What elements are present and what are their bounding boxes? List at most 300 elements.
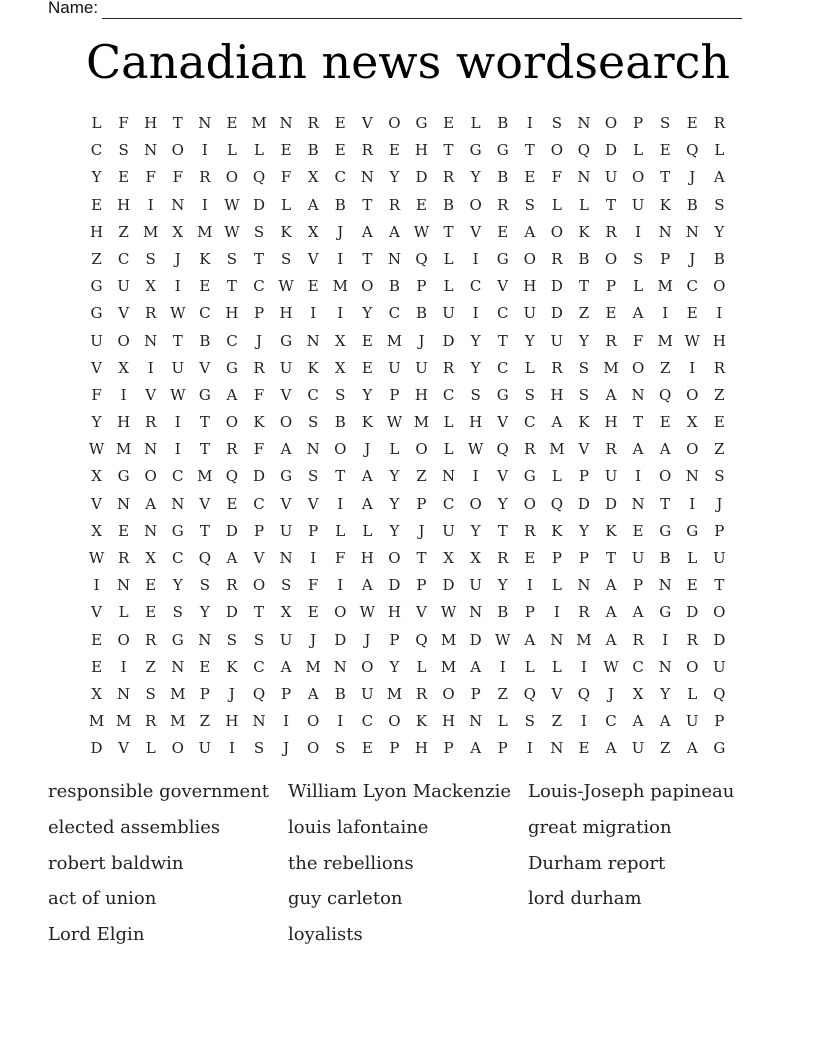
grid-letter: V	[307, 494, 319, 513]
grid-letter: C	[90, 141, 103, 160]
grid-letter: T	[633, 413, 644, 432]
grid-letter: S	[118, 141, 129, 160]
grid-letter: E	[361, 331, 373, 350]
page-title: Canadian news wordsearch	[85, 35, 731, 89]
grid-letter: L	[551, 657, 562, 676]
grid-letter: G	[225, 358, 238, 377]
grid-letter: S	[308, 467, 319, 486]
grid-letter: W	[170, 304, 186, 323]
grid-letter: T	[362, 249, 373, 268]
grid-letter: N	[198, 630, 212, 649]
grid-letter: P	[389, 630, 400, 649]
grid-letter: O	[604, 114, 618, 132]
grid-letter: K	[415, 712, 428, 731]
grid-letter: T	[524, 141, 535, 160]
grid-letter: D	[415, 168, 428, 187]
grid-letter: W	[413, 222, 430, 241]
grid-letter: C	[442, 494, 455, 513]
grid-letter: L	[687, 684, 698, 703]
grid-letter: G	[469, 141, 482, 160]
grid-letter: B	[415, 304, 427, 323]
grid-letter: P	[416, 494, 427, 513]
grid-letter: O	[171, 141, 184, 160]
grid-letter: I	[553, 603, 560, 622]
grid-letter: L	[524, 657, 535, 676]
grid-letter: I	[716, 304, 723, 323]
grid-letter: D	[442, 576, 455, 595]
grid-row	[83, 627, 733, 654]
grid-letter: H	[360, 549, 374, 567]
grid-row	[83, 192, 733, 219]
grid-letter: T	[714, 576, 725, 595]
grid-letter: U	[279, 521, 293, 540]
grid-letter: Y	[389, 521, 400, 540]
grid-letter: R	[497, 549, 509, 567]
grid-row	[83, 137, 733, 164]
grid-letter: M	[549, 440, 565, 459]
grid-row	[83, 273, 733, 300]
grid-letter: S	[524, 712, 535, 731]
grid-letter: O	[361, 657, 374, 676]
grid-letter: O	[388, 114, 401, 132]
grid-letter: U	[442, 521, 455, 540]
grid-letter: C	[226, 331, 238, 350]
grid-letter: W	[224, 195, 240, 214]
grid-letter: O	[686, 385, 699, 404]
grid-letter: O	[117, 630, 130, 649]
grid-letter: M	[88, 712, 105, 731]
grid-letter: O	[361, 277, 374, 296]
grid-letter: H	[89, 222, 104, 241]
grid-letter: M	[332, 277, 348, 296]
grid-letter: N	[658, 576, 672, 595]
grid-letter: P	[308, 521, 319, 540]
grid-letter: I	[337, 249, 344, 268]
grid-letter: X	[686, 413, 698, 432]
grid-letter: A	[632, 440, 644, 459]
word-list-item: robert baldwin	[48, 852, 184, 874]
grid-letter: F	[551, 168, 563, 187]
grid-letter: M	[197, 222, 213, 241]
grid-letter: S	[551, 114, 562, 132]
grid-letter: R	[713, 114, 725, 132]
grid-letter: M	[413, 413, 430, 432]
grid-letter: N	[685, 467, 699, 486]
grid-letter: I	[662, 630, 669, 649]
grid-letter: Y	[389, 168, 400, 187]
grid-letter: N	[252, 712, 266, 731]
grid-letter: B	[578, 249, 590, 268]
grid-letter: T	[172, 331, 183, 350]
grid-letter: H	[550, 385, 564, 404]
grid-letter: B	[497, 168, 509, 187]
grid-letter: M	[115, 712, 132, 731]
grid-letter: E	[91, 657, 103, 676]
grid-letter: V	[551, 684, 563, 703]
grid-letter: V	[497, 277, 509, 296]
grid-letter: W	[386, 413, 403, 432]
grid-letter: A	[226, 385, 238, 404]
grid-letter: T	[606, 549, 617, 567]
grid-letter: N	[333, 657, 347, 676]
name-blank-line	[102, 2, 742, 19]
grid-letter: U	[713, 549, 726, 567]
grid-letter: O	[388, 712, 401, 731]
grid-letter: U	[685, 712, 699, 731]
grid-letter: R	[145, 712, 157, 731]
grid-letter: F	[118, 114, 129, 132]
grid-letter: G	[198, 385, 211, 404]
grid-letter: O	[713, 277, 726, 296]
grid-letter: I	[174, 440, 181, 459]
grid-letter: X	[280, 603, 292, 622]
grid-letter: V	[145, 385, 157, 404]
grid-letter: L	[145, 739, 156, 758]
grid-letter: V	[253, 549, 265, 567]
grid-letter: G	[496, 141, 509, 160]
grid-letter: O	[550, 222, 564, 241]
grid-letter: L	[389, 440, 400, 459]
grid-letter: U	[631, 549, 645, 567]
grid-letter: P	[416, 576, 427, 595]
grid-letter: O	[523, 249, 536, 268]
grid-letter: R	[442, 358, 455, 377]
grid-letter: C	[632, 657, 644, 676]
grid-row	[83, 164, 733, 191]
grid-letter: G	[171, 630, 184, 649]
grid-letter: G	[659, 521, 672, 540]
grid-letter: A	[605, 385, 617, 404]
grid-letter: Y	[497, 494, 508, 513]
grid-letter: E	[686, 114, 698, 132]
word-list-item: the rebellions	[288, 852, 414, 874]
grid-letter: I	[120, 385, 127, 404]
grid-letter: E	[118, 521, 130, 540]
grid-letter: I	[147, 195, 154, 214]
grid-letter: E	[632, 521, 644, 540]
grid-letter: S	[226, 630, 238, 649]
grid-letter: Q	[225, 467, 239, 486]
grid-letter: I	[662, 304, 669, 323]
grid-letter: M	[386, 684, 403, 703]
grid-letter: I	[499, 657, 506, 676]
grid-letter: H	[414, 385, 429, 404]
grid-letter: P	[714, 521, 725, 540]
grid-letter: N	[171, 657, 185, 676]
grid-letter: T	[254, 249, 265, 268]
grid-letter: Y	[714, 222, 725, 241]
grid-letter: X	[118, 358, 129, 377]
grid-letter: K	[307, 358, 319, 377]
grid-letter: R	[605, 331, 617, 350]
grid-letter: Z	[118, 222, 129, 241]
grid-row	[83, 246, 733, 273]
grid-row	[83, 110, 733, 137]
grid-letter: I	[337, 576, 344, 595]
grid-letter: I	[310, 549, 317, 567]
grid-letter: B	[334, 684, 346, 703]
grid-letter: M	[251, 114, 267, 132]
grid-letter: S	[335, 385, 346, 404]
grid-letter: R	[442, 168, 455, 187]
grid-letter: Y	[524, 331, 535, 350]
grid-letter: J	[228, 684, 235, 703]
grid-letter: I	[635, 467, 642, 486]
grid-letter: A	[280, 657, 292, 676]
grid-letter: A	[551, 413, 563, 432]
grid-letter: L	[687, 549, 698, 567]
grid-letter: N	[658, 657, 672, 676]
grid-letter: N	[387, 249, 401, 268]
grid-letter: D	[252, 467, 266, 486]
grid-letter: E	[361, 739, 373, 758]
grid-letter: R	[551, 249, 563, 268]
grid-letter: Z	[416, 467, 427, 486]
grid-letter: G	[496, 385, 509, 404]
grid-letter: O	[631, 358, 645, 377]
grid-letter: U	[604, 467, 618, 486]
grid-letter: H	[604, 413, 618, 432]
grid-letter: S	[253, 739, 265, 758]
grid-letter: J	[364, 630, 371, 649]
grid-letter: S	[199, 576, 210, 595]
letter-grid	[83, 110, 733, 763]
grid-letter: D	[225, 603, 238, 622]
grid-letter: A	[605, 630, 617, 649]
grid-letter: T	[254, 603, 265, 622]
grid-letter: N	[469, 603, 483, 622]
grid-letter: E	[524, 549, 536, 567]
grid-letter: I	[337, 494, 344, 513]
grid-letter: M	[657, 277, 673, 296]
grid-letter: S	[335, 739, 346, 758]
grid-letter: I	[337, 712, 344, 731]
grid-letter: K	[605, 521, 617, 540]
grid-letter: Z	[578, 304, 590, 323]
grid-letter: P	[281, 684, 292, 703]
grid-letter: I	[580, 657, 587, 676]
grid-letter: P	[389, 385, 400, 404]
grid-letter: B	[388, 277, 400, 296]
grid-letter: L	[551, 576, 562, 595]
grid-letter: D	[605, 141, 618, 160]
grid-letter: C	[199, 304, 211, 323]
grid-letter: S	[145, 249, 156, 268]
grid-letter: K	[578, 413, 590, 432]
grid-letter: B	[497, 114, 509, 132]
grid-letter: F	[280, 168, 292, 187]
grid-letter: I	[472, 467, 479, 486]
grid-letter: T	[443, 141, 454, 160]
grid-letter: N	[306, 440, 320, 459]
grid-letter: E	[91, 195, 103, 214]
grid-letter: W	[224, 222, 240, 241]
grid-letter: M	[440, 657, 457, 676]
grid-letter: E	[280, 141, 292, 160]
grid-letter: C	[253, 277, 265, 296]
grid-letter: Y	[362, 385, 373, 404]
grid-letter: S	[470, 385, 481, 404]
grid-letter: L	[714, 141, 725, 160]
grid-letter: T	[497, 521, 508, 540]
grid-letter: H	[712, 331, 726, 350]
grid-letter: A	[686, 739, 698, 758]
grid-letter: S	[172, 603, 183, 622]
grid-letter: S	[226, 249, 238, 268]
grid-letter: T	[226, 277, 237, 296]
grid-letter: I	[526, 739, 533, 758]
grid-letter: P	[524, 603, 535, 622]
grid-letter: T	[362, 195, 373, 214]
grid-letter: Y	[470, 168, 481, 187]
grid-letter: C	[334, 168, 346, 187]
grid-letter: Y	[91, 168, 102, 187]
grid-letter: A	[632, 304, 644, 323]
grid-letter: O	[442, 684, 455, 703]
grid-letter: O	[307, 712, 320, 731]
grid-letter: Z	[659, 358, 671, 377]
grid-letter: D	[334, 630, 347, 649]
grid-letter: Z	[199, 712, 211, 731]
grid-letter: L	[524, 358, 535, 377]
grid-letter: Y	[389, 494, 400, 513]
grid-letter: Q	[415, 630, 428, 649]
grid-row	[83, 681, 733, 708]
grid-letter: C	[172, 467, 184, 486]
grid-letter: Y	[389, 657, 400, 676]
grid-letter: H	[225, 304, 239, 323]
grid-letter: M	[440, 630, 457, 649]
grid-letter: B	[307, 141, 319, 160]
grid-letter: A	[605, 739, 617, 758]
grid-letter: S	[308, 413, 319, 432]
grid-letter: W	[88, 440, 105, 459]
grid-letter: K	[551, 521, 563, 540]
grid-letter: V	[307, 249, 319, 268]
grid-row	[83, 219, 733, 246]
grid-letter: T	[172, 114, 183, 132]
grid-letter: N	[279, 114, 293, 132]
grid-letter: F	[253, 385, 265, 404]
grid-letter: K	[659, 195, 671, 214]
grid-letter: Q	[577, 141, 591, 160]
grid-letter: Y	[389, 467, 400, 486]
grid-letter: A	[713, 168, 725, 187]
grid-letter: X	[632, 684, 644, 703]
grid-letter: R	[145, 413, 157, 432]
grid-letter: O	[252, 576, 266, 595]
grid-letter: R	[199, 168, 211, 187]
grid-letter: E	[226, 494, 238, 513]
grid-letter: O	[144, 467, 157, 486]
grid-letter: R	[605, 440, 617, 459]
grid-letter: U	[198, 739, 212, 758]
grid-letter: X	[91, 521, 102, 540]
grid-letter: L	[362, 521, 373, 540]
grid-letter: J	[689, 249, 696, 268]
grid-letter: D	[469, 630, 482, 649]
grid-letter: A	[145, 494, 157, 513]
grid-letter: P	[660, 249, 671, 268]
grid-letter: A	[605, 576, 617, 595]
grid-letter: P	[253, 304, 265, 323]
grid-letter: G	[171, 521, 184, 540]
grid-letter: Y	[172, 576, 183, 595]
grid-letter: I	[93, 576, 100, 595]
grid-letter: G	[280, 467, 293, 486]
grid-letter: A	[632, 603, 644, 622]
grid-letter: Y	[470, 358, 481, 377]
grid-letter: C	[605, 712, 617, 731]
grid-letter: C	[442, 385, 455, 404]
grid-letter: J	[283, 739, 290, 758]
grid-letter: W	[440, 603, 457, 622]
grid-letter: R	[226, 440, 238, 459]
word-list-item: Louis-Joseph papineau	[528, 781, 735, 802]
grid-letter: V	[497, 413, 509, 432]
grid-letter: F	[632, 331, 644, 350]
grid-letter: I	[580, 712, 587, 731]
grid-letter: S	[280, 249, 292, 268]
grid-letter: O	[225, 413, 239, 432]
grid-letter: C	[469, 277, 482, 296]
grid-letter: Q	[550, 494, 564, 513]
grid-letter: G	[496, 249, 509, 268]
grid-letter: D	[577, 494, 590, 513]
grid-letter: O	[604, 249, 618, 268]
grid-letter: D	[442, 331, 455, 350]
grid-letter: C	[686, 277, 698, 296]
grid-letter: P	[578, 467, 589, 486]
grid-letter: L	[91, 114, 102, 132]
grid-letter: M	[305, 657, 321, 676]
grid-letter: F	[172, 168, 183, 187]
grid-letter: A	[659, 440, 671, 459]
grid-letter: A	[605, 603, 617, 622]
grid-letter: H	[117, 195, 131, 214]
grid-letter: R	[145, 630, 157, 649]
grid-letter: A	[470, 657, 482, 676]
grid-letter: T	[497, 331, 508, 350]
grid-letter: X	[172, 222, 184, 241]
grid-letter: W	[603, 657, 619, 676]
grid-letter: M	[143, 222, 159, 241]
grid-letter: T	[660, 494, 671, 513]
grid-letter: A	[388, 222, 400, 241]
grid-letter: N	[441, 467, 456, 486]
grid-letter: Q	[523, 684, 536, 703]
grid-letter: R	[524, 440, 536, 459]
grid-letter: F	[253, 440, 265, 459]
grid-letter: N	[144, 521, 158, 540]
grid-letter: B	[713, 249, 725, 268]
grid-letter: S	[660, 114, 671, 132]
grid-letter: X	[470, 549, 481, 567]
grid-letter: N	[117, 576, 131, 595]
grid-row	[83, 355, 733, 382]
grid-letter: T	[199, 413, 210, 432]
grid-letter: U	[360, 684, 374, 703]
grid-row	[83, 599, 733, 626]
grid-letter: F	[91, 385, 102, 404]
grid-letter: M	[170, 712, 186, 731]
grid-letter: X	[307, 168, 319, 187]
grid-letter: A	[524, 630, 536, 649]
grid-letter: S	[714, 195, 725, 214]
grid-letter: R	[361, 141, 373, 160]
grid-letter: N	[577, 114, 591, 132]
grid-letter: G	[90, 304, 103, 323]
